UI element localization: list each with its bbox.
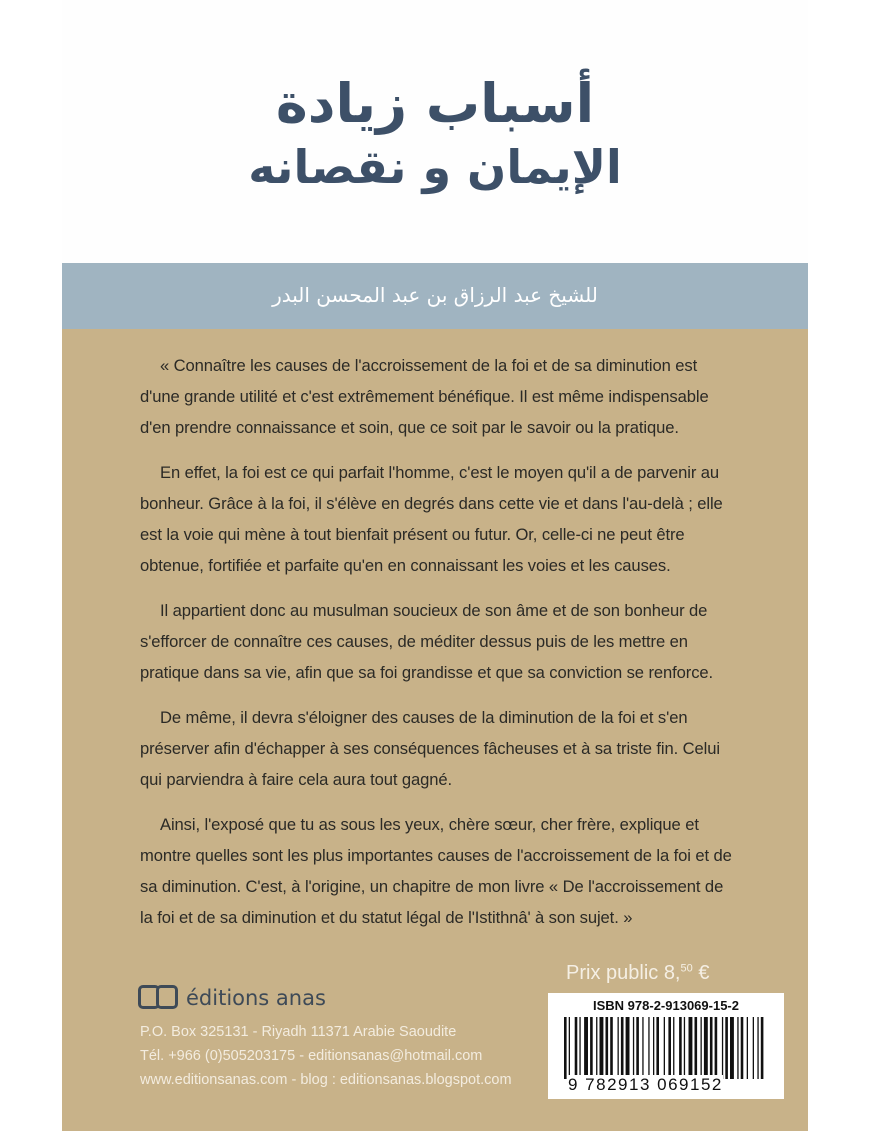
blurb-paragraph: Il appartient donc au musulman soucieux de son âme et de son bonheur de s'efforcer de connaître ces causes, de méditer dessus puis de les mettre en pratique dans sa vie, afin que sa foi grandisse et que sa conviction se renforce. [140, 601, 714, 682]
publisher-web: www.editionsanas.com - blog : editionsanas.blogspot.com [140, 1072, 512, 1088]
title-line-1: أسباب زيادة [275, 72, 595, 135]
barcode [548, 993, 784, 1099]
price-label: Prix public 8, [566, 962, 681, 984]
blurb [140, 350, 740, 947]
price-currency: € [698, 962, 710, 984]
barcode-number: 9 782913 069152 [568, 1075, 723, 1094]
blurb-paragraph: En effet, la foi est ce qui parfait l'homme, c'est le moyen qu'il a de parvenir au bonheur. Grâce à la foi, il s'élève en degrés dans cette vie et dans l'au-delà ; elle est la voie qui mène à tout bienfait présent ou futur. Or, celle-ci ne peut être obtenue, fortifiée et parfaite qu'en en connaissant les voies et les causes. [140, 463, 723, 575]
blurb-paragraph: De même, il devra s'éloigner des causes de la diminution de la foi et s'en préserver afin d'échapper à ses conséquences fâcheuses et à sa triste fin. Celui qui parviendra à faire cela aura tout gagné. [140, 708, 720, 789]
blurb-paragraph: Ainsi, l'exposé que tu as sous les yeux, chère sœur, cher frère, explique et montre quelles sont les plus importantes causes de l'accroissement de la foi et de sa diminution. C'est, à l'origine, un chapitre de mon livre « De l'accroissement de la foi et de sa diminution et du statut légal de l'Istithnâ' à son sujet. » [140, 815, 732, 927]
publisher-logo [138, 985, 326, 1011]
isbn: ISBN 978-2-913069-15-2 [593, 998, 739, 1013]
price [566, 962, 709, 985]
publisher-name: éditions anas [186, 986, 326, 1010]
publisher-info [140, 1020, 512, 1092]
author: للشيخ عبد الرزاق بن عبد المحسن البدر [272, 283, 598, 307]
author-band [62, 263, 808, 329]
logo-mark-icon [138, 985, 180, 1011]
publisher-address: P.O. Box 325131 - Riyadh 11371 Arabie Saoudite [140, 1024, 457, 1040]
title-line-2: الإيمان و نقصانه [248, 140, 622, 194]
price-cents: 50 [680, 962, 693, 975]
barcode-bars [560, 1017, 772, 1079]
blurb-paragraph: « Connaître les causes de l'accroissement de la foi et de sa diminution est d'une grande utilité et c'est extrêmement bénéfique. Il est même indispensable d'en prendre connaissance et soin, que ce soit par le savoir ou la pratique. [140, 356, 709, 437]
publisher-contact: Tél. +966 (0)505203175 - editionsanas@hotmail.com [140, 1048, 483, 1064]
